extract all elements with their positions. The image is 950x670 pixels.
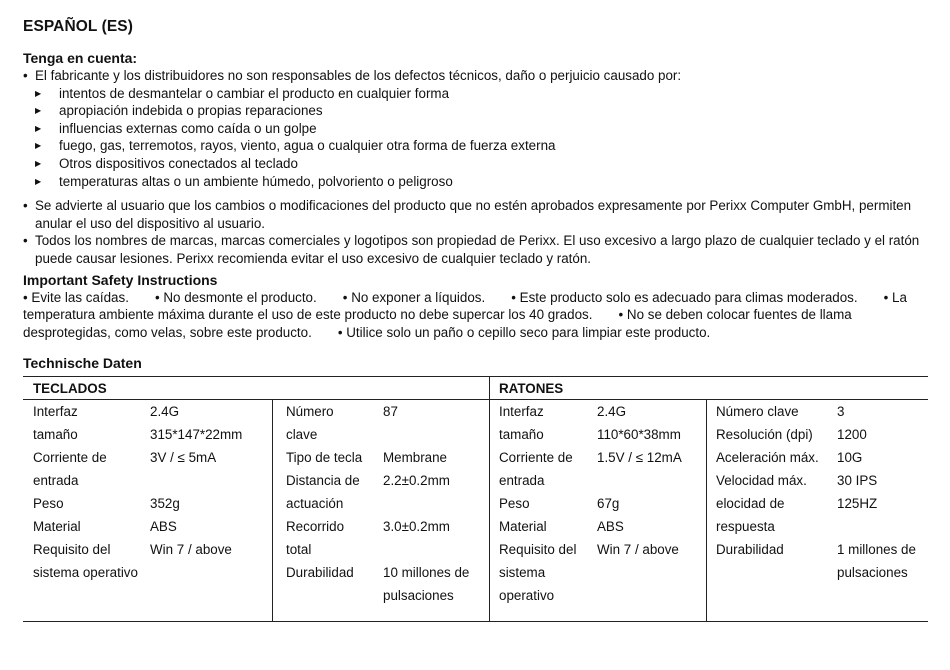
keyboard-header: TECLADOS [33,381,107,397]
list-item: ▶ Otros dispositivos conectados al teclado [35,155,298,171]
ms-response-label: elocidad de [716,496,785,512]
kb-actuation-label: Distancia de [286,473,360,489]
kb-material-value: ABS [150,519,177,535]
ms-os-label: Requisito del [499,542,577,558]
ms-weight-value: 67g [597,496,620,512]
ms-keys-label: Número clave [716,404,799,420]
tech-heading: Technische Daten [23,355,142,372]
manual-page [23,18,928,622]
ms-speed-label: Velocidad máx. [716,473,807,489]
kb-travel-label: Recorrido [286,519,345,535]
column-divider [272,399,283,621]
warning-modifications: • Se advierte al usuario que los cambios o modificaciones del producto que no estén aprobados expresamente por Perixx Computer GmbH, permiten anular el uso del dispositivo al usuario. [23,198,912,231]
kb-actuation-label-2: actuación [286,496,344,512]
bullet-icon: • [23,198,28,214]
kb-interface-value: 2.4G [150,404,180,420]
causes-list [23,85,928,191]
mouse-header: RATONES [499,381,564,397]
list-item: ▶ intentos de desmantelar o cambiar el producto en cualquier forma [35,85,450,101]
kb-keys-label: Número [286,404,334,420]
kb-os-label: Requisito del [33,542,111,558]
warning-trademarks: • Todos los nombres de marcas, marcas comerciales y logotipos son propiedad de Perixx. El uso excesivo a largo plazo de cualquier teclado y el ratón puede causar lesiones. Perixx recomienda evitar el uso excesivo de cualquier teclado y ratón. [23,233,920,266]
kb-material-label: Material [33,519,81,535]
ms-current-label-2: entrada [499,473,545,489]
list-item: ▶ fuego, gas, terremotos, rayos, viento, agua o cualquier otra forma de fuerza externa [35,138,556,154]
triangle-bullet-icon: ▶ [35,158,42,168]
triangle-bullet-icon: ▶ [35,141,42,151]
list-item: ▶ apropiación indebida o propias reparaciones [35,103,323,119]
kb-weight-value: 352g [150,496,180,512]
ms-os-label-2: sistema [499,565,546,581]
ms-interface-value: 2.4G [597,404,627,420]
kb-size-value: 315*147*22mm [150,427,243,443]
ms-weight-label: Peso [499,496,530,512]
kb-keys-value: 87 [383,404,398,420]
safety-instructions: • Evite las caídas. • No desmonte el producto. • No exponer a líquidos. • Este producto solo es adecuado para climas moderados. • La temperatura ambiente máxima durante el uso de este producto no debe supercar los 40 grados. • No se deben colocar fuentes de llama desprotegidas, como velas, sobre este producto. • Utilice solo un paño o cepillo seco para limpiar este producto. [23,289,907,340]
ms-response-label-2: respuesta [716,519,775,535]
ms-response-value: 125HZ [837,496,878,512]
kb-interface-label: Interfaz [33,404,78,420]
note-intro [23,67,928,85]
column-divider [489,377,490,621]
list-item: ▶ influencias externas como caída o un golpe [35,120,317,136]
triangle-bullet-icon: ▶ [35,88,42,98]
ms-material-value: ABS [597,519,624,535]
page-title: ESPAÑOL (ES) [23,18,134,35]
ms-size-value: 110*60*38mm [597,427,681,443]
ms-interface-label: Interfaz [499,404,544,420]
kb-keys-label-2: clave [286,427,318,443]
kb-os-value: Win 7 / above [150,542,232,558]
kb-travel-value: 3.0±0.2mm [383,519,450,535]
kb-weight-label: Peso [33,496,64,512]
kb-current-label: Corriente de [33,450,107,466]
ms-accel-label: Aceleración máx. [716,450,819,466]
ms-dpi-value: 1200 [837,427,867,443]
ms-current-value: 1.5V / ≤ 12mA [597,450,682,466]
kb-actuation-value: 2.2±0.2mm [383,473,450,489]
ms-os-value: Win 7 / above [597,542,679,558]
ms-material-label: Material [499,519,547,535]
ms-current-label: Corriente de [499,450,573,466]
kb-size-label: tamaño [33,427,78,443]
list-item: ▶ temperaturas altas o un ambiente húmedo, polvoriento o peligroso [35,173,453,189]
triangle-bullet-icon: ▶ [35,106,42,116]
kb-current-value: 3V / ≤ 5mA [150,450,217,466]
safety-heading: Important Safety Instructions [23,271,218,288]
ms-speed-value: 30 IPS [837,473,878,489]
kb-durability-value: 10 millones de pulsaciones [383,565,470,604]
ms-size-label: tamaño [499,427,544,443]
bullet-icon: • [23,233,28,249]
kb-travel-label-2: total [286,542,312,558]
ms-dpi-label: Resolución (dpi) [716,427,813,443]
kb-keytype-value: Membrane [383,450,448,466]
ms-accel-value: 10G [837,450,863,466]
spec-table [23,376,928,622]
note-heading: Tenga en cuenta: [23,50,138,66]
note-intro-text: El fabricante y los distribuidores no son responsables de los defectos técnicos, daño o perjuicio causado por: [35,68,682,83]
ms-keys-value: 3 [837,404,845,420]
ms-durability-label: Durabilidad [716,542,784,558]
kb-keytype-label: Tipo de tecla [286,450,363,466]
triangle-bullet-icon: ▶ [35,123,42,133]
kb-current-label-2: entrada [33,473,79,489]
bullet-icon: • [23,68,28,83]
triangle-bullet-icon: ▶ [35,176,42,186]
ms-durability-value: 1 millones de pulsaciones [837,542,916,581]
kb-os-label-2: sistema operativo [33,565,138,581]
ms-os-label-3: operativo [499,588,555,604]
kb-durability-label: Durabilidad [286,565,354,581]
